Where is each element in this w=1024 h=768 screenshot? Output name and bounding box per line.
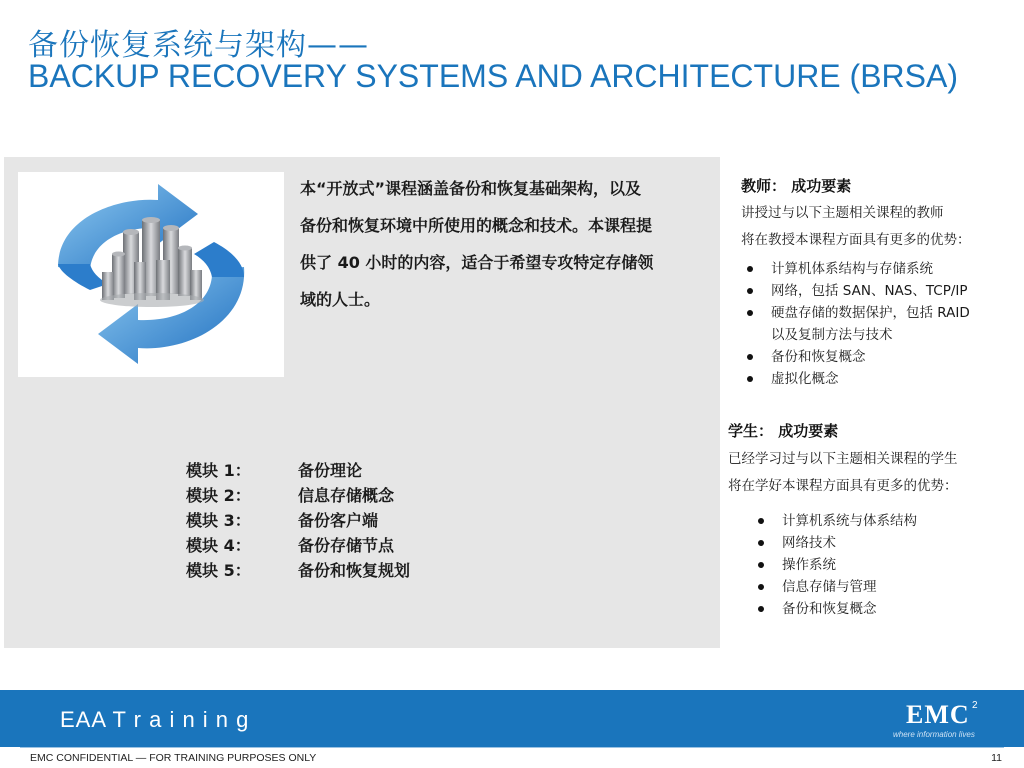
module-number: 模块 5： <box>186 561 251 580</box>
emc-logo-superscript: 2 <box>972 700 978 711</box>
course-intro <box>300 170 715 318</box>
list-item: 操作系统 <box>752 554 1012 576</box>
list-item: 计算机系统与体系结构 <box>752 510 1012 532</box>
list-item: 硬盘存储的数据保护，包括 RAID <box>741 302 1024 324</box>
emc-logo-text: EMC <box>906 700 970 729</box>
module-row <box>186 558 410 583</box>
module-number: 模块 3： <box>186 511 251 530</box>
list-item: 网络，包括 SAN、NAS、TCP/IP <box>741 280 1024 302</box>
module-row <box>186 458 410 483</box>
list-item-continuation-text: 以及复制方法与技术 <box>771 327 893 343</box>
intro-line: 备份和恢复环境中所使用的概念和技术。本课程提 <box>300 216 653 235</box>
module-name: 备份客户端 <box>298 511 379 530</box>
module-number: 模块 2： <box>186 486 251 505</box>
module-name: 备份存储节点 <box>298 536 395 555</box>
module-row <box>186 508 410 533</box>
list-item: 虚拟化概念 <box>741 368 1024 390</box>
list-item: 计算机体系结构与存储系统 <box>741 258 1024 280</box>
list-item: 信息存储与管理 <box>752 576 1012 598</box>
teacher-line: 讲授过与以下主题相关课程的教师 <box>741 205 944 221</box>
student-requirements <box>752 510 1012 620</box>
footer-divider <box>20 747 1004 748</box>
student-heading: 学生： 成功要素 <box>728 422 839 440</box>
footer-brand: EAA T r a i n i n g <box>60 707 250 732</box>
module-number: 模块 1： <box>186 461 251 480</box>
module-number: 模块 4： <box>186 536 251 555</box>
list-item: 备份和恢复概念 <box>752 598 1012 620</box>
student-line: 已经学习过与以下主题相关课程的学生 <box>728 451 958 467</box>
intro-line: 供了 40 小时的内容，适合于希望专攻特定存储领 <box>300 253 654 272</box>
module-name: 信息存储概念 <box>298 486 395 505</box>
page-title-en: BACKUP RECOVERY SYSTEMS AND ARCHITECTURE (BRSA) <box>28 58 958 94</box>
teacher-heading: 教师： 成功要素 <box>741 177 852 195</box>
module-name: 备份和恢复规划 <box>298 561 411 580</box>
list-item-continuation <box>741 324 1024 346</box>
module-name: 备份理论 <box>298 461 363 480</box>
intro-line: 域的人士。 <box>300 290 381 309</box>
emc-logo <box>888 698 988 744</box>
student-line: 将在学好本课程方面具有更多的优势： <box>728 478 958 494</box>
module-row <box>186 483 410 508</box>
teacher-line: 将在教授本课程方面具有更多的优势： <box>741 232 971 248</box>
confidential-notice: EMC CONFIDENTIAL — FOR TRAINING PURPOSES ONLY <box>30 752 317 764</box>
teacher-description <box>741 200 971 254</box>
teacher-requirements <box>741 258 1024 390</box>
module-row <box>186 533 410 558</box>
emc-logo-tagline: where information lives <box>893 730 975 739</box>
intro-line: 本“开放式”课程涵盖备份和恢复基础架构，以及 <box>300 179 642 198</box>
page-title-cn: 备份恢复系统与架构—— <box>28 28 369 63</box>
student-description <box>728 446 958 500</box>
backup-cycle-image <box>18 172 284 377</box>
list-item: 备份和恢复概念 <box>741 346 1024 368</box>
module-list <box>186 458 410 583</box>
list-item: 网络技术 <box>752 532 1012 554</box>
page-number: 11 <box>991 752 1002 764</box>
